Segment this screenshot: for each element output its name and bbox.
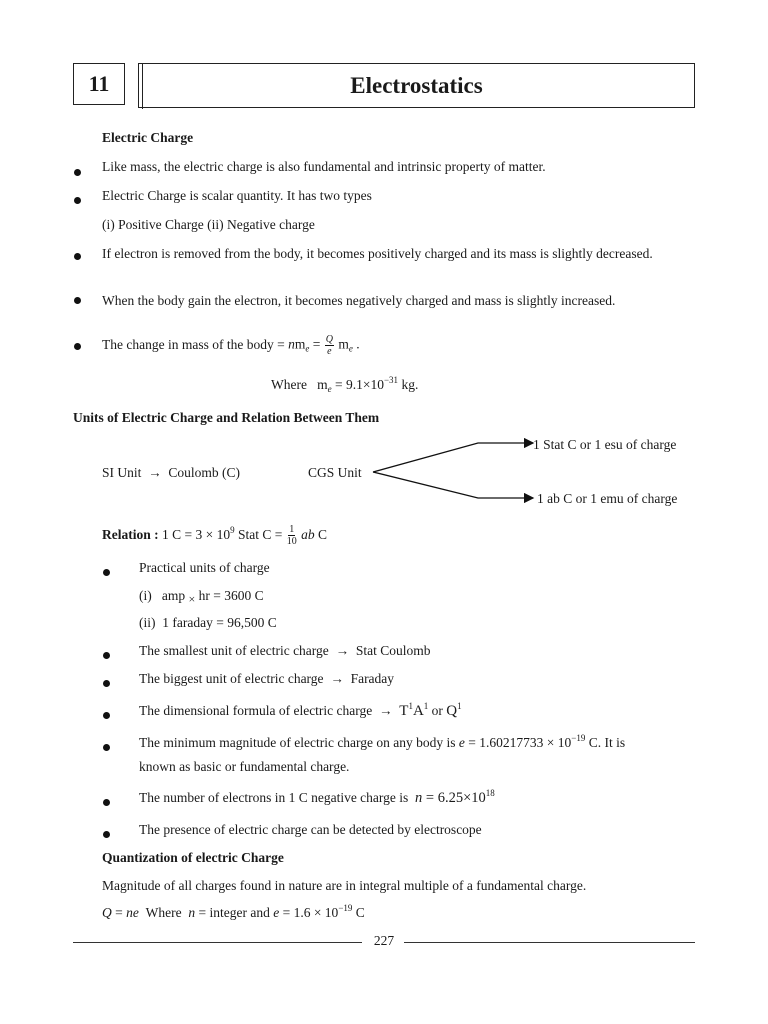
quantization-formula-line: Q = ne Where n = integer and $e = 1.6 \times 10^{-19}$ C	[102, 903, 365, 920]
dimensional-text: The dimensional formula of electric charge	[139, 703, 373, 718]
quantization-text: Magnitude of all charges found in nature are in integral multiple of a fundamental charge.	[102, 878, 587, 893]
bullet	[103, 680, 110, 687]
cgs-unit-label: CGS Unit	[308, 465, 362, 480]
minimum-charge-line	[139, 735, 625, 751]
smallest-unit-value: Stat Coulomb	[355, 643, 431, 658]
charge-value: $e = 1.6 \times 10^{-19}$ C	[273, 903, 365, 920]
si-unit-line	[102, 465, 240, 481]
si-unit-label: SI Unit	[102, 465, 142, 480]
mass-change-formula: $nm_e$ = $\frac{Q}{e}$ $m_e$ .	[288, 333, 360, 357]
mass-change-line	[102, 328, 360, 362]
charge-types: (i) Positive Charge (ii) Negative charge	[102, 217, 315, 232]
bullet	[74, 253, 81, 260]
item-number: (ii)	[139, 615, 156, 630]
bullet	[103, 569, 110, 576]
where-label: Where	[145, 905, 182, 920]
bullet	[74, 343, 81, 350]
cgs-branch-arrows	[370, 435, 540, 510]
dimensional-formula-alt: $Q^1$	[446, 701, 462, 719]
chapter-title	[138, 63, 695, 108]
relation-line: Relation : 1 $C = 3 \times 10^9$ Stat C = $\frac{1}{10}$ ab C	[102, 523, 327, 547]
bullet-text: When the body gain the electron, it becomes negatively charged and mass is slightly increased.	[102, 293, 616, 308]
bullet	[103, 712, 110, 719]
practical-item-2	[139, 615, 277, 631]
footer-rule-left	[73, 942, 362, 943]
electron-count-line	[139, 790, 495, 807]
biggest-unit-text: The biggest unit of electric charge	[139, 671, 324, 686]
minimum-charge-unit: C. It is	[588, 735, 626, 750]
cgs-ab-coulomb: 1 ab C or 1 emu of charge	[537, 491, 678, 506]
bullet	[103, 744, 110, 751]
relation-formula: 1 $C = 3 \times 10^9$	[162, 525, 235, 542]
minimum-charge-continued: known as basic or fundamental charge.	[139, 759, 350, 774]
chapter-number	[73, 63, 125, 105]
electron-count-formula: $n = 6.25\times 10^{18}$	[415, 788, 495, 806]
practical-item-1	[139, 588, 264, 604]
section-heading-units: Units of Electric Charge and Relation Between Them	[73, 410, 380, 425]
where-label: Where	[271, 377, 307, 392]
bullet	[74, 297, 81, 304]
arrow-icon: →	[326, 671, 348, 686]
amp-label: amp	[161, 588, 186, 603]
relation-label: Relation :	[102, 527, 159, 542]
footer-rule-right	[404, 942, 695, 943]
dimensional-formula: $T^1A^1$	[399, 701, 429, 719]
minimum-charge-text: The minimum magnitude of electric charge on any body is	[139, 735, 456, 750]
relation-stat: Stat C =	[237, 527, 283, 542]
times-icon: ×	[188, 592, 196, 606]
bullet	[103, 652, 110, 659]
page-number: 227	[373, 933, 395, 948]
practical-units: Practical units of charge	[139, 560, 270, 575]
amp-hr-value: hr = 3600 C	[198, 588, 264, 603]
section-heading-electric-charge: Electric Charge	[102, 130, 194, 145]
relation-unit: C	[317, 527, 327, 542]
section-heading-quantization: Quantization of electric Charge	[102, 850, 284, 865]
bullet-text: If electron is removed from the body, it becomes positively charged and its mass is slightly decreased.	[102, 246, 653, 261]
dimensional-formula-line	[139, 703, 462, 720]
electron-count-text: The number of electrons in 1 C negative charge is	[139, 790, 409, 805]
chapter-title-text: Electrostatics	[350, 72, 483, 98]
cgs-stat-coulomb: 1 Stat C or 1 esu of charge	[533, 437, 677, 452]
bullet	[74, 197, 81, 204]
or-text: or	[431, 703, 443, 718]
electron-mass-line	[271, 377, 418, 393]
elementary-charge-value: $e = 1.60217733 \times 10^{-19}$	[458, 733, 586, 750]
integer-text: = integer and	[198, 905, 270, 920]
arrow-icon: →	[144, 465, 166, 480]
quantization-formula: Q = ne	[102, 905, 139, 920]
kg-unit: kg.	[401, 377, 419, 392]
bullet-text: The presence of electric charge can be detected by electroscope	[139, 822, 482, 837]
bullet	[74, 169, 81, 176]
bullet	[103, 799, 110, 806]
one-tenth-fraction: $\frac{1}{10}$	[286, 523, 297, 547]
faraday-value: 1 faraday = 96,500 C	[162, 615, 277, 630]
smallest-unit-text: The smallest unit of electric charge	[139, 643, 329, 658]
bullet	[103, 831, 110, 838]
biggest-unit-line	[139, 671, 394, 687]
electron-mass-formula: $m_e = 9.1\times 10^{-31}$	[317, 375, 399, 394]
biggest-unit-value: Faraday	[350, 671, 395, 686]
smallest-unit-line	[139, 643, 430, 659]
arrow-icon: →	[375, 703, 396, 718]
item-number: (i)	[139, 588, 152, 603]
chapter-number-text: 11	[88, 71, 110, 96]
si-unit-value: Coulomb (C)	[168, 465, 241, 480]
mass-change-text: The change in mass of the body =	[102, 337, 285, 352]
arrow-icon: →	[332, 643, 353, 658]
bullet-text: Electric Charge is scalar quantity. It has two types	[102, 188, 372, 203]
bullet-text: Like mass, the electric charge is also fundamental and intrinsic property of matter.	[102, 159, 546, 174]
